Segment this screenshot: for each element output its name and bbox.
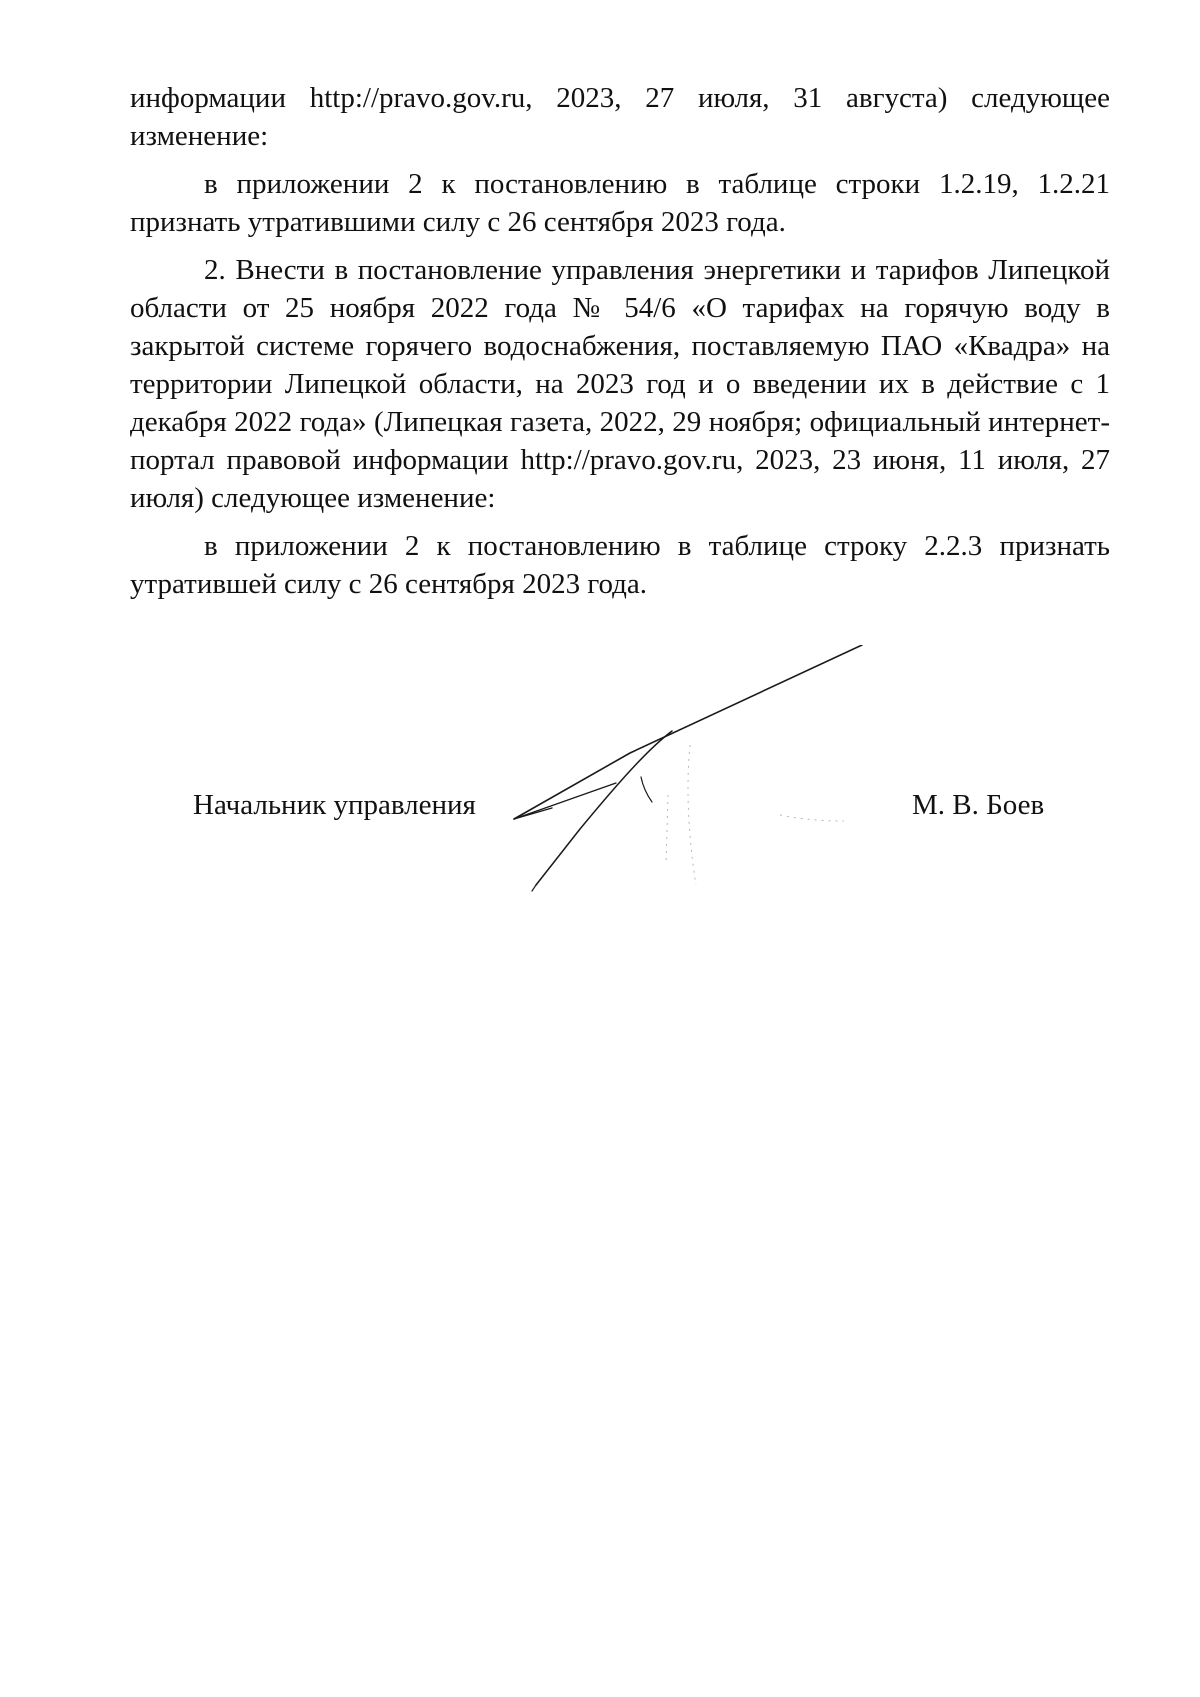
signature-block (0, 630, 1200, 930)
paragraph-continuation: информации http://pravo.gov.ru, 2023, 27 июля, 31 августа) следующее изменение: (130, 82, 1110, 152)
signer-name: М. В. Боев (912, 789, 1045, 821)
signer-title: Начальник управления (193, 789, 476, 821)
paragraph-row-repealed: в приложении 2 к постановлению в таблице строку 2.2.3 признать утратившей силу с 26 сентября 2023 года. (130, 530, 1110, 600)
handwritten-signature (500, 645, 880, 915)
paragraph-rows-repealed: в приложении 2 к постановлению в таблице строки 1.2.19, 1.2.21 признать утратившими силу с 26 сентября 2023 года. (130, 168, 1110, 238)
paragraph-item-2: 2. Внести в постановление управления энергетики и тарифов Липецкой области от 25 ноября 2022 года № 54/6 «О тарифах на горячую воду в закрытой системе горячего водоснабжения, поставляемую ПАО «Квадра» на территории Липецкой области, на 2023 год и о введении их в действие с 1 декабря 2022 года» (Липецкая газета, 2022, 29 ноября; официальный интернет-портал правовой информации http://pravo.gov.ru, 2023, 23 июня, 11 июля, 27 июля) следующее изменение: (130, 254, 1110, 514)
